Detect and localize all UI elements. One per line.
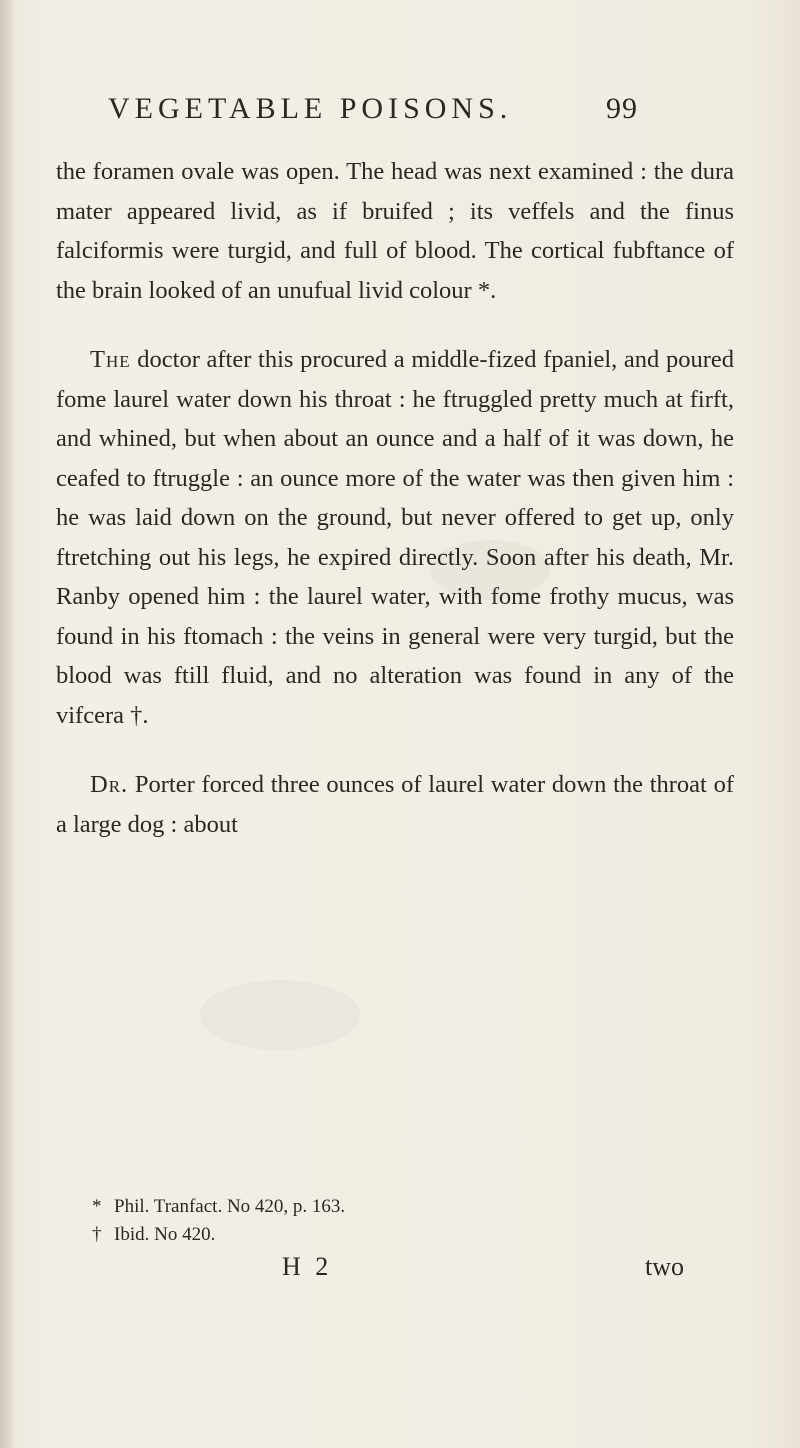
page-foot — [282, 1252, 684, 1282]
running-head — [108, 92, 638, 126]
paragraph-lead: Dr. — [90, 771, 129, 798]
paragraph-text: Porter forced three ounces of laurel water down the throat of a large dog : about — [56, 771, 734, 838]
gutter-shadow — [0, 0, 14, 1448]
paragraph-lead: The — [90, 346, 131, 373]
footnote-text: Ibid. No 420. — [114, 1224, 216, 1245]
footnote-2 — [92, 1221, 712, 1249]
footnote-text: Phil. Tranfact. No 420, p. 163. — [114, 1196, 346, 1217]
paragraph-3 — [56, 765, 734, 844]
paragraph-text: the foramen ovale was open. The head was next examined : the dura mater appeared livid, as if bruifed ; its veffels and the finus falciformis were turgid, and full of blood. The cortical fubftance of the brain looked of an unufual livid colour *. — [56, 158, 734, 304]
footnote-mark: * — [92, 1196, 102, 1217]
footnote-1 — [92, 1193, 712, 1221]
signature-mark: H 2 — [282, 1252, 333, 1281]
paragraph-2 — [56, 340, 734, 735]
paragraph-text: doctor after this procured a middle-fized fpaniel, and poured fome laurel water down his throat : he ftruggled pretty much at firft, and whined, but when about an ounce and a half of it was down, he ceafed to ftruggle : an ounce more of the water was then given him : he was laid down on the ground, but never offered to get up, only ftretching out his legs, he expired directly. Soon after his death, Mr. Ranby opened him : the laurel water, with fome frothy mucus, was found in his ftomach : the veins in general were very turgid, but the blood was ftill fluid, and no alteration was found in any of the vifcera †. — [56, 346, 734, 729]
body-text — [56, 152, 734, 844]
paragraph-1 — [56, 152, 734, 310]
page-number: 99 — [606, 92, 638, 125]
paper-stain — [200, 980, 360, 1050]
catchword: two — [645, 1252, 684, 1281]
running-head-title: VEGETABLE POISONS. — [108, 92, 513, 125]
footnotes — [92, 1193, 712, 1249]
footnote-mark: † — [92, 1224, 102, 1245]
